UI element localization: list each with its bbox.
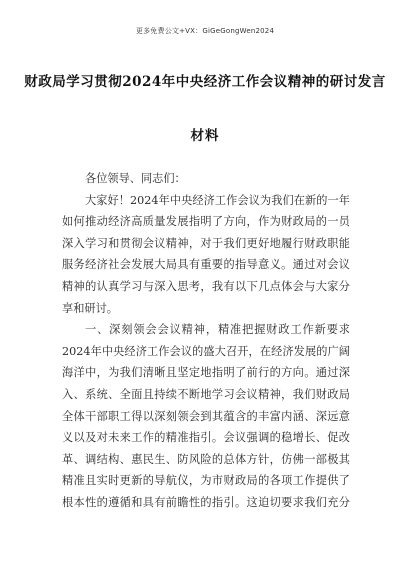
header-note: 更多免费公文+VX：GiGeGongWen2024 — [135, 27, 275, 35]
body-text-line: 全体干部职工得以深刻领会到其蕴含的丰富内涵、深远意 — [62, 409, 350, 423]
body-text-line: 入、系统、全面且持续不断地学习会议精神，我们财政局 — [62, 387, 350, 401]
body-text-line: 革、调结构、惠民生、防风险的总体方针，仿佛一部极其 — [62, 452, 350, 466]
body-text-line: 深入学习和贯彻会议精神，对于我们更好地履行财政职能 — [62, 236, 350, 250]
body-text-line: 精准且实时更新的导航仪，为市财政局的各项工作提供了 — [62, 474, 350, 488]
body-text-line: 服务经济社会发展大局具有重要的指导意义。通过对会议 — [62, 258, 350, 272]
body-text-line: 根本性的遵循和具有前瞻性的指引。这迫切要求我们充分 — [62, 495, 350, 509]
body-text-line: 一、深刻领会会议精神，精准把握财政工作新要求 — [85, 323, 350, 337]
body-text-line: 享和研讨。 — [62, 301, 118, 315]
document-body — [62, 168, 350, 514]
document-title-line-1: 财政局学习贯彻2024年中央经济工作会议精神的研讨发言 — [24, 74, 386, 90]
body-text-line: 海洋中，为我们清晰且坚定地指明了前行的方向。通过深 — [62, 366, 350, 380]
body-text-line: 如何推动经济高质量发展指明了方向，作为财政局的一员 — [62, 215, 350, 229]
body-text-line: 精神的认真学习与深入思考，我有以下几点体会与大家分 — [62, 279, 350, 293]
body-text-line: 大家好！2024年中央经济工作会议为我们在新的一年 — [85, 193, 350, 207]
body-text-line: 各位领导、同志们： — [85, 172, 186, 185]
body-text-line: 义以及对未来工作的精准指引。会议强调的稳增长、促改 — [62, 431, 350, 445]
body-text-line: 2024年中央经济工作会议的盛大召开，在经济发展的广阔 — [62, 344, 350, 358]
document-title-line-2: 材料 — [190, 128, 220, 144]
